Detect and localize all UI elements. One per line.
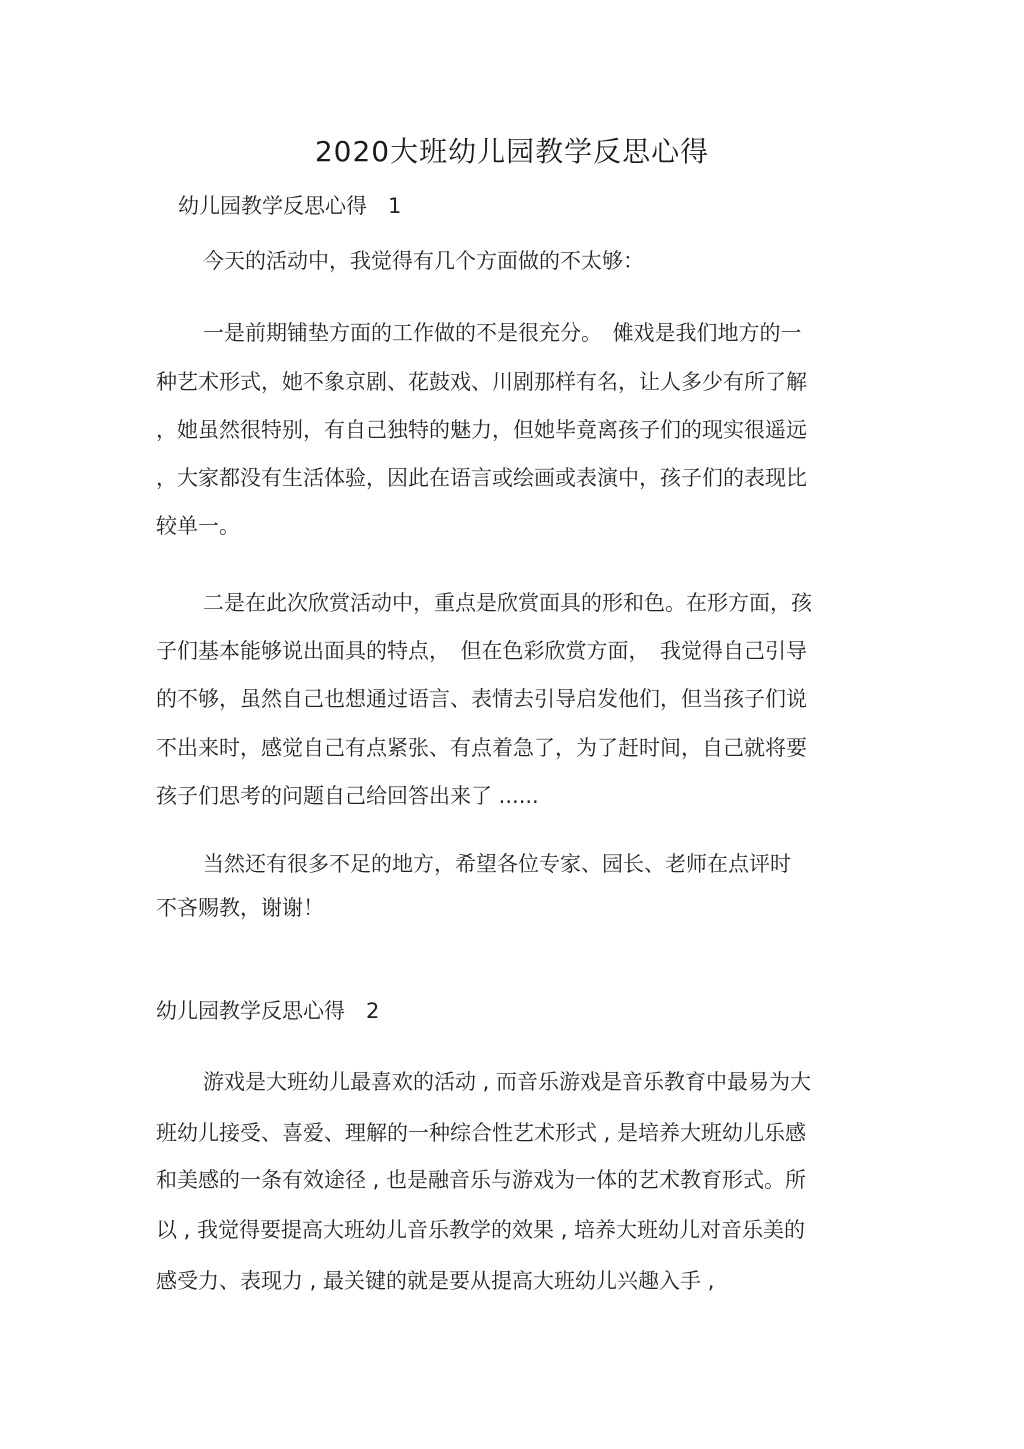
paragraph-line: 一是前期铺垫方面的工作做的不是很充分。 傩戏是我们地方的一 bbox=[203, 321, 802, 345]
section-2-heading: 幼儿园教学反思心得 2 bbox=[156, 999, 380, 1023]
paragraph-line: 孩子们思考的问题自己给回答出来了 ...... bbox=[156, 784, 539, 808]
paragraph-line: 感受力、表现力 , 最关键的就是要从提高大班幼儿兴趣入手 , bbox=[156, 1269, 715, 1293]
paragraph-line: 种艺术形式，她不象京剧、花鼓戏、川剧那样有名，让人多少有所了解 bbox=[156, 370, 807, 394]
paragraph-line: 不出来时，感觉自己有点紧张、有点着急了，为了赶时间，自己就将要 bbox=[156, 736, 807, 760]
paragraph-line: 二是在此次欣赏活动中，重点是欣赏面具的形和色。在形方面，孩 bbox=[203, 591, 812, 615]
paragraph-line: ，她虽然很特别，有自己独特的魅力，但她毕竟离孩子们的现实很遥远 bbox=[156, 418, 807, 442]
paragraph-line: 以 , 我觉得要提高大班幼儿音乐教学的效果 , 培养大班幼儿对音乐美的 bbox=[156, 1218, 806, 1242]
paragraph-line: 不吝赐教，谢谢！ bbox=[156, 896, 324, 920]
paragraph-line: 游戏是大班幼儿最喜欢的活动 , 而音乐游戏是音乐教育中最易为大 bbox=[203, 1070, 812, 1094]
paragraph-line: 和美感的一条有效途径 , 也是融音乐与游戏为一体的艺术教育形式。所 bbox=[156, 1168, 807, 1192]
paragraph-line: 当然还有很多不足的地方，希望各位专家、园长、老师在点评时 bbox=[203, 852, 791, 876]
document-title: 2020大班幼儿园教学反思心得 bbox=[314, 135, 710, 168]
paragraph-line: 较单一。 bbox=[156, 514, 240, 538]
paragraph-line: ，大家都没有生活体验，因此在语言或绘画或表演中，孩子们的表现比 bbox=[156, 466, 807, 490]
section-1-heading: 幼儿园教学反思心得 1 bbox=[178, 194, 402, 218]
paragraph-line: 班幼儿接受、喜爱、理解的一种综合性艺术形式 , 是培养大班幼儿乐感 bbox=[156, 1121, 807, 1145]
paragraph-line: 子们基本能够说出面具的特点， 但在色彩欣赏方面， 我觉得自己引导 bbox=[156, 639, 807, 663]
paragraph-line: 的不够，虽然自己也想通过语言、表情去引导启发他们，但当孩子们说 bbox=[156, 687, 807, 711]
paragraph-line: 今天的活动中，我觉得有几个方面做的不太够： bbox=[203, 249, 644, 273]
